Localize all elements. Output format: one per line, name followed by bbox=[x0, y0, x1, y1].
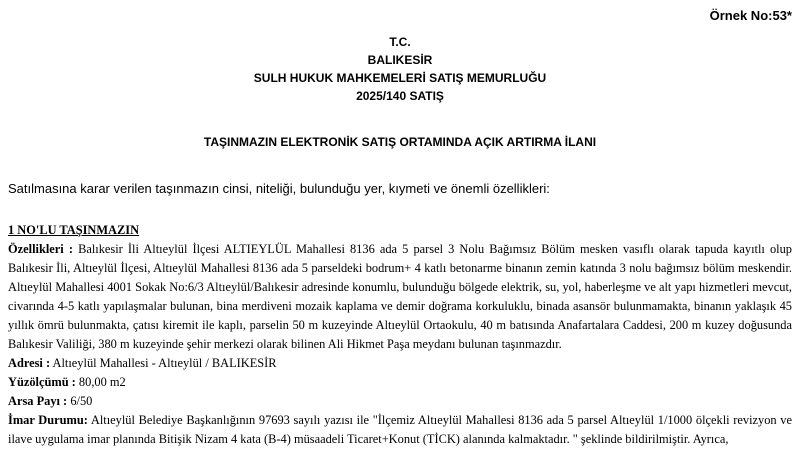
zoning-label: İmar Durumu: bbox=[8, 413, 88, 427]
features-label: Özellikleri : bbox=[8, 242, 73, 256]
intro-text: Satılmasına karar verilen taşınmazın cinsi, niteliği, bulunduğu yer, kıymeti ve önemli özellikleri: bbox=[8, 181, 550, 196]
address-row bbox=[8, 354, 792, 373]
address-label: Adresi : bbox=[8, 356, 51, 370]
address-value: Altıeylül Mahallesi - Altıeylül / BALIKESİR bbox=[52, 356, 277, 370]
header-line-city: BALIKESİR bbox=[367, 53, 433, 67]
header-line-office: SULH HUKUK MAHKEMELERİ SATIŞ MEMURLUĞU bbox=[253, 71, 547, 85]
land-share-label: Arsa Payı : bbox=[8, 394, 68, 408]
property-section bbox=[8, 221, 792, 449]
land-share-row bbox=[8, 392, 792, 411]
announcement-title: TAŞINMAZIN ELEKTRONİK SATIŞ ORTAMINDA AÇIK ARTIRMA İLANI bbox=[203, 135, 597, 149]
zoning-text: Altıeylül Belediye Başkanlığının 97693 sayılı yazısı ile "İlçemiz Altıeylül Mahallesi 8136 ada 5 parsel Altıeylül 1/1000 ölçekli revizyon ve ilave uygulama imar planında Bitişik Nizam 4 kata (B-4) müsaadeli Ticaret+Konut (TİCK) alanında kalmaktadır. " şeklinde bildirilmiştir. Ayrıca, bbox=[8, 413, 793, 446]
header-line-tc: T.C. bbox=[389, 35, 411, 49]
area-label: Yüzölçümü : bbox=[8, 375, 76, 389]
area-row bbox=[8, 373, 792, 392]
header-line-file-number: 2025/140 SATIŞ bbox=[356, 89, 444, 103]
features-paragraph bbox=[8, 240, 792, 354]
example-number: Örnek No:53* bbox=[709, 8, 792, 23]
land-share-value: 6/50 bbox=[70, 394, 93, 408]
features-text: Balıkesir İli Altıeylül İlçesi ALTIEYLÜL Mahallesi 8136 ada 5 parsel 3 Nolu Bağımsız Bölüm mesken vasıflı olarak tapuda kayıtlı olup Balıkesir İli, Altıeylül İlçesi, Altıeylül Mahallesi 8136 ada 5 parseldeki bodrum+ 4 katlı betonarme binanın zemin katında 3 nolu bağımsız bölüm meskendir. Altıeylül Mahallesi 4001 Sokak No:6/3 Altıeylül/Balıkesir adresinde konumlu, bulunduğu bölgede elektrik, su, yol, haberleşme ve alt yapı hizmetleri mevcut, civarında 4-5 katlı yapılaşmalar bulunan, bina merdiveni mozaik kaplama ve demir doğrama korkuluklu, binada asansör bulunmamakta, binanın yaklaşık 45 yıllık ömrü bulunmakta, çatısı kiremit ile kaplı, parselin 50 m kuzeyinde Altıeylül Ortaokulu, 40 m batısında Anafartalara Caddesi, 200 m kuzey doğusunda Balıkesir Valiliği, 380 m kuzeyinde şehir merkezi olarak bilinen Ali Hikmet Paşa meydanı bulunan taşınmazdır. bbox=[8, 242, 792, 351]
court-header bbox=[0, 33, 800, 105]
zoning-paragraph bbox=[8, 411, 792, 449]
property-title: 1 NO'LU TAŞINMAZIN bbox=[8, 223, 140, 237]
area-value: 80,00 m2 bbox=[78, 375, 126, 389]
